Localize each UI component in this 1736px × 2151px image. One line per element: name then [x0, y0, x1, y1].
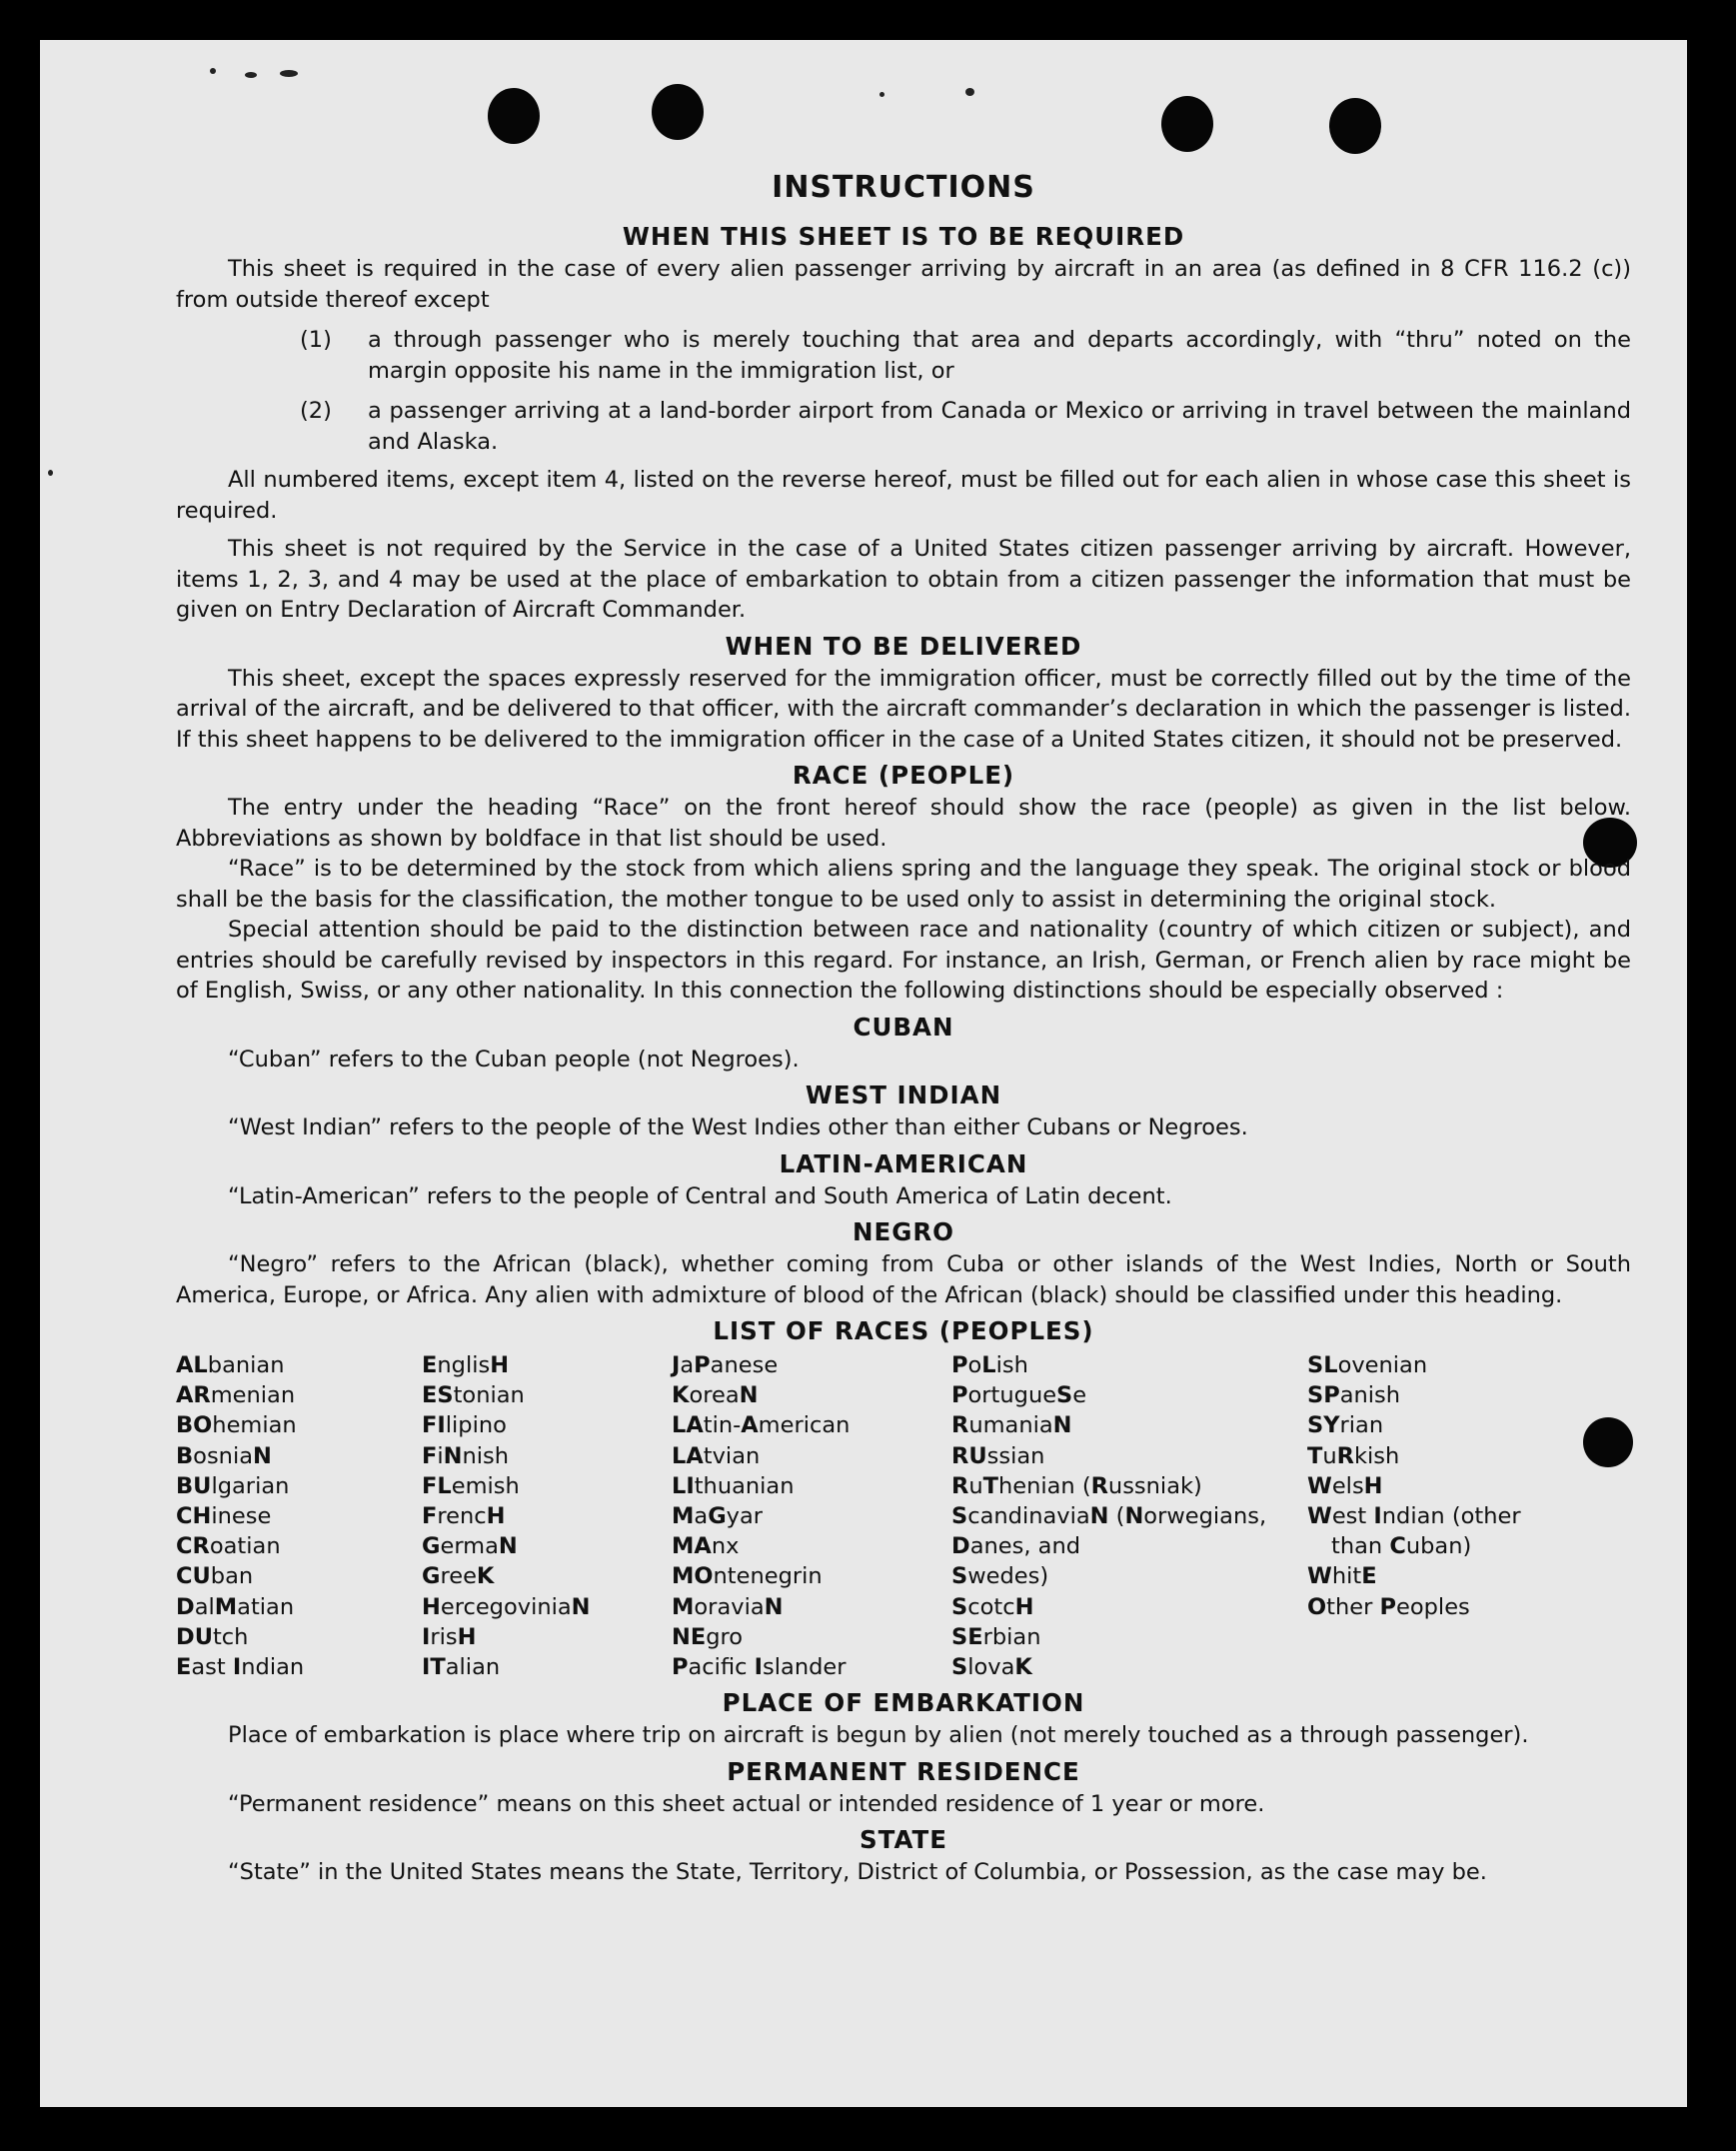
race-entry: LAtvian — [672, 1442, 761, 1469]
speck — [245, 72, 257, 78]
race-entry: DalMatian — [176, 1593, 295, 1620]
exception-number: (1) — [300, 327, 332, 353]
race-entry: East Indian — [176, 1654, 305, 1681]
race-entry: RUssian — [951, 1442, 1045, 1469]
race-entry: MAnx — [672, 1533, 740, 1560]
races-column — [422, 1350, 672, 1682]
speck — [48, 470, 53, 476]
residence-text: “Permanent residence” means on this sheet actual or intended residence of 1 year or more. — [228, 1790, 1265, 1817]
race-entry: EnglisH — [422, 1352, 510, 1378]
race-entry: RuThenian (Russniak) — [951, 1472, 1202, 1499]
races-column — [672, 1350, 951, 1682]
race-entry: Other Peoples — [1307, 1593, 1470, 1620]
race-entry: LIthuanian — [672, 1472, 795, 1499]
race-entry: HercegoviniaN — [422, 1593, 591, 1620]
race-entry: FrencH — [422, 1503, 506, 1530]
race-entry: BOhemian — [176, 1412, 297, 1439]
race-entry: West Indian (other — [1307, 1503, 1521, 1530]
race-entry: SPanish — [1307, 1382, 1401, 1409]
page-title: INSTRUCTIONS — [772, 170, 1035, 205]
exception-item — [176, 396, 1631, 457]
race-entry: LAtin-American — [672, 1412, 851, 1439]
race-entry: SErbian — [951, 1623, 1041, 1650]
race-entry: FLemish — [422, 1472, 520, 1499]
section-heading-cuban: CUBAN — [853, 1012, 954, 1042]
race-entry: JaPanese — [672, 1352, 779, 1378]
section-heading-delivered: WHEN TO BE DELIVERED — [725, 631, 1082, 661]
speck — [965, 88, 974, 96]
section-heading-race: RACE (PEOPLE) — [792, 761, 1015, 790]
race-entry: BUlgarian — [176, 1472, 290, 1499]
race-entry: ScotcH — [951, 1593, 1034, 1620]
races-list — [176, 1350, 1631, 1682]
section-heading-races-list: LIST OF RACES (PEOPLES) — [713, 1316, 1094, 1345]
race-entry: than Cuban) — [1331, 1533, 1472, 1560]
race-entry: SYrian — [1307, 1412, 1384, 1439]
state-text: “State” in the United States means the State, Territory, District of Columbia, or Possession, as the case may be. — [228, 1859, 1487, 1886]
race-entry: CRoatian — [176, 1533, 281, 1560]
negro-text: “Negro” refers to the African (black), whether coming from Cuba or other islands of the West Indies, North or South America, Europe, or Africa. Any alien with admixture of blood of the African (black) should be classified under this heading. — [176, 1251, 1631, 1308]
race-entry: ARmenian — [176, 1382, 296, 1409]
race-entry: RumaniaN — [951, 1412, 1072, 1439]
race-entry: GermaN — [422, 1533, 518, 1560]
race-entry: SlovaK — [951, 1654, 1032, 1681]
race-entry: CHinese — [176, 1503, 272, 1530]
exception-number: (2) — [300, 398, 332, 424]
race-entry: NEgro — [672, 1623, 744, 1650]
race-entry: GreeK — [422, 1563, 495, 1590]
cuban-text: “Cuban” refers to the Cuban people (not Negroes). — [228, 1046, 800, 1073]
races-column — [1307, 1350, 1607, 1682]
race-entry: PortugueSe — [951, 1382, 1087, 1409]
race-entry: FIlipino — [422, 1412, 507, 1439]
west-indian-text: “West Indian” refers to the people of the West Indies other than either Cubans or Negroes. — [228, 1114, 1248, 1140]
speck — [280, 70, 298, 77]
punch-hole — [488, 88, 540, 144]
race-entry: Swedes) — [951, 1563, 1049, 1590]
race-entry: WhitE — [1307, 1563, 1377, 1590]
speck — [879, 92, 884, 97]
race-para-1: The entry under the heading “Race” on the front hereof should show the race (people) as given in the list below. Abbreviations as shown by boldface in that list should be used. — [176, 795, 1631, 852]
race-entry: ITalian — [422, 1654, 501, 1681]
race-entry: MaGyar — [672, 1503, 764, 1530]
embarkation-text: Place of embarkation is place where trip on aircraft is begun by alien (not merely touched as a through passenger). — [228, 1722, 1529, 1749]
race-entry: MoraviaN — [672, 1593, 784, 1620]
races-column — [176, 1350, 422, 1682]
race-entry: BosniaN — [176, 1442, 272, 1469]
latin-american-text: “Latin-American” refers to the people of Central and South America of Latin decent. — [228, 1182, 1172, 1209]
race-entry: PoLish — [951, 1352, 1028, 1378]
punch-hole — [1329, 98, 1381, 154]
race-entry: Danes, and — [951, 1533, 1080, 1560]
race-entry: WelsH — [1307, 1472, 1383, 1499]
race-entry: MOntenegrin — [672, 1563, 823, 1590]
race-entry: EStonian — [422, 1382, 525, 1409]
race-entry: Pacifc Islander — [672, 1654, 847, 1681]
race-entry: CUban — [176, 1563, 254, 1590]
section-heading-residence: PERMANENT RESIDENCE — [727, 1756, 1080, 1786]
race-entry: FiNnish — [422, 1442, 510, 1469]
punch-hole — [652, 84, 704, 140]
section-heading-required: WHEN THIS SHEET IS TO BE REQUIRED — [622, 222, 1185, 251]
instructions-content — [176, 168, 1631, 1888]
race-entry: IrisH — [422, 1623, 477, 1650]
section-heading-negro: NEGRO — [852, 1217, 955, 1246]
race-para-2: “Race” is to be determined by the stock from which aliens spring and the language they speak. The original stock or blood shall be the basis for the classification, the mother tongue to be used only to assist in determining the original stock. — [176, 856, 1631, 913]
exception-item — [176, 325, 1631, 386]
section-heading-state: STATE — [860, 1825, 947, 1855]
speck — [210, 68, 216, 74]
section-heading-embarkation: PLACE OF EMBARKATION — [722, 1688, 1085, 1718]
race-entry: ScandinaviaN (Norwegians, — [951, 1503, 1267, 1530]
race-para-3: Special attention should be paid to the distinction between race and nationality (country of which citizen or subject), and entries should be carefully revised by inspectors in this regard. For instance, an Irish, German, or French alien by race might be of English, Swiss, or any other nationality. In this connection the following distinctions should be especially observed : — [176, 917, 1631, 1004]
required-intro: This sheet is required in the case of every alien passenger arriving by aircraft in an area (as defined in 8 CFR 116.2 (c)) from outside thereof except — [176, 256, 1631, 313]
section-heading-latin-american: LATIN-AMERICAN — [779, 1148, 1028, 1178]
race-entry: TuRkish — [1307, 1442, 1400, 1469]
exception-text: a passenger arriving at a land-border airport from Canada or Mexico or arriving in travel between the mainland and Alaska. — [368, 398, 1631, 455]
races-column — [951, 1350, 1307, 1682]
punch-hole — [1161, 96, 1213, 152]
race-entry: ALbanian — [176, 1352, 285, 1378]
section-heading-west-indian: WEST INDIAN — [805, 1080, 1002, 1109]
delivered-text: This sheet, except the spaces expressly reserved for the immigration officer, must be correctly filled out by the time of the arrival of the aircraft, and be delivered to that officer, with the aircraft commander’s declaration in which the passenger is listed. If this sheet happens to be delivered to the immigration officer in the case of a United States citizen, it should not be preserved. — [176, 665, 1631, 753]
required-para-items: All numbered items, except item 4, listed on the reverse hereof, must be filled out for each alien in whose case this sheet is required. — [176, 467, 1631, 524]
required-para-citizen: This sheet is not required by the Service in the case of a United States citizen passenger arriving by aircraft. However, items 1, 2, 3, and 4 may be used at the place of embarkation to obtain from a citizen passenger the information that must be given on Entry Declaration of Aircraft Commander. — [176, 536, 1631, 623]
exception-text: a through passenger who is merely touching that area and departs accordingly, with “thru” noted on the margin opposite his name in the immigration list, or — [368, 327, 1631, 384]
race-entry: DUtch — [176, 1623, 249, 1650]
document-page — [40, 40, 1687, 2107]
race-entry: SLovenian — [1307, 1352, 1428, 1378]
race-entry: KoreaN — [672, 1382, 759, 1409]
